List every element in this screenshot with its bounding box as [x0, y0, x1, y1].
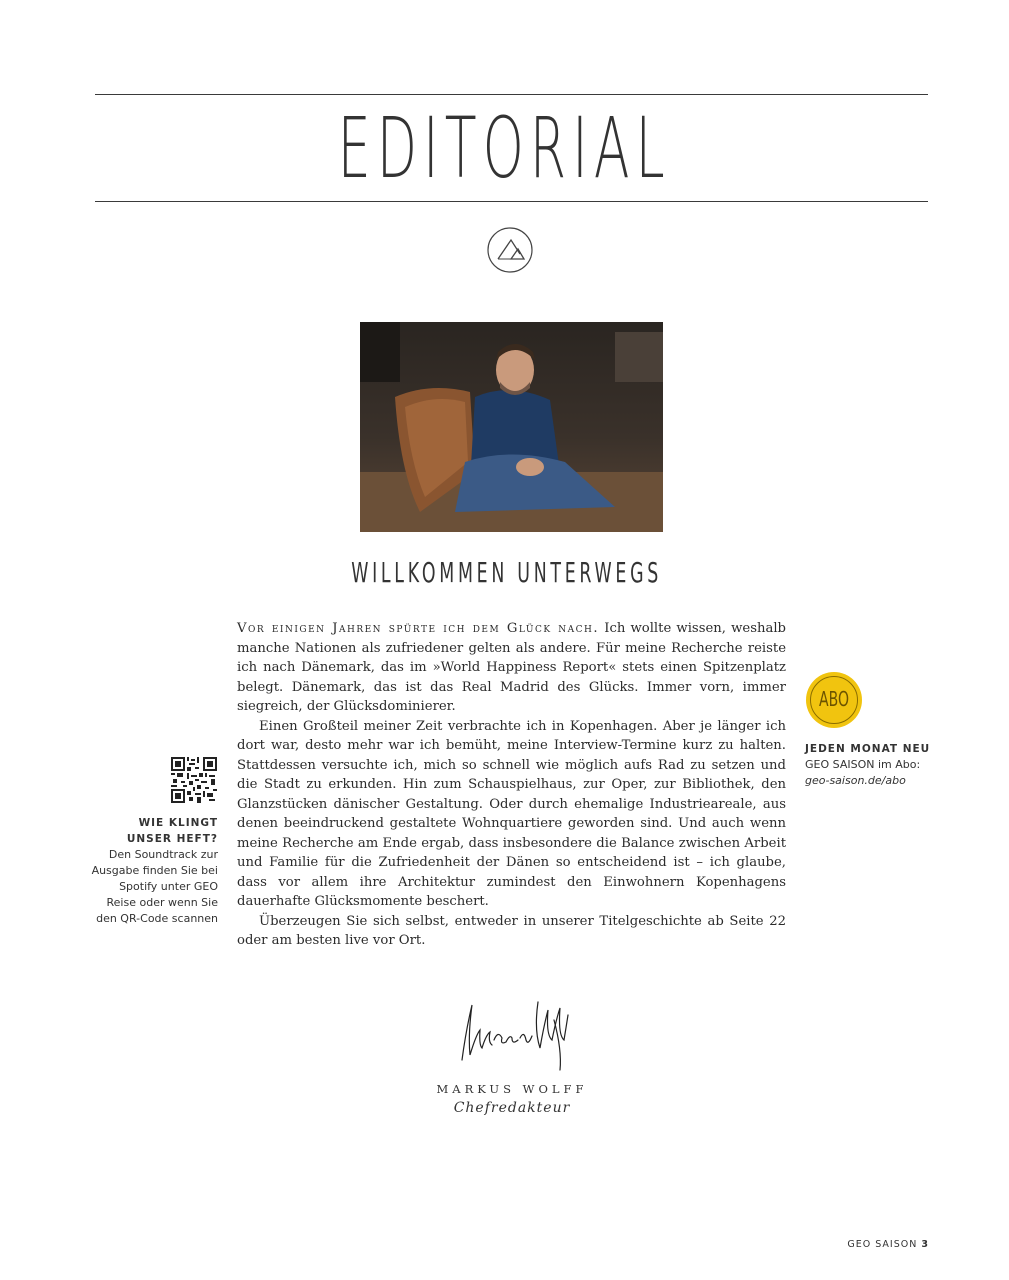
editor-role: Chefredakteur [453, 1100, 571, 1116]
page-title: EDITORIAL [337, 99, 671, 197]
paragraph-1 [237, 619, 786, 717]
soundtrack-heading-2: UNSER HEFT? [126, 833, 218, 845]
subscription-text: GEO SAISON im Abo: [805, 758, 921, 771]
subscription-heading: JEDEN MONAT NEU [805, 743, 931, 755]
editor-portrait-photo [360, 322, 663, 532]
magazine-name: GEO SAISON [847, 1239, 918, 1250]
soundtrack-sidebar [88, 815, 218, 927]
soundtrack-heading-1: WIE KLINGT [138, 817, 218, 829]
article-headline: WILLKOMMEN UNTERWEGS [351, 556, 662, 589]
top-rule [95, 94, 928, 95]
qr-code-icon[interactable] [171, 757, 217, 803]
subscription-sidebar [805, 741, 945, 789]
article-body [237, 619, 786, 951]
abo-badge-label: ABO [819, 687, 849, 711]
soundtrack-text: Den Soundtrack zur Ausgabe finden Sie bei Spotify unter GEO Reise oder wenn Sie den QR-Code scannen [91, 848, 218, 925]
paragraph-3: Überzeugen Sie sich selbst, entweder in unserer Titelgeschichte ab Seite 22 oder am besten live vor Ort. [237, 913, 786, 948]
subscription-link[interactable]: geo-saison.de/abo [805, 774, 906, 787]
lead-in: Vor einigen Jahren spürte ich dem Glück nach. [237, 621, 600, 636]
page-folio [847, 1239, 929, 1250]
title-bottom-rule [95, 201, 928, 202]
paragraph-2: Einen Großteil meiner Zeit verbrachte ich in Kopenhagen. Aber je länger ich dort war, desto mehr war ich bemüht, meine Interview-Termine kurz zu halten. Stattdessen versuchte ich, mich so schnell wie möglich aufs Rad zu setzen und die Stadt zu erkunden. Hin zum Schauspielhaus, zur Oper, zur Bibliothek, den Glanzstücken dänischer Gestaltung. Oder durch ehemalige Industrieareale, aus denen beeindruckend gestaltete Wohnquartiere geworden sind. Und auch wenn meine Recherche am Ende ergab, dass insbesondere die Balance zwischen Arbeit und Familie für die Zufriedenheit der Dänen so entscheidend ist – ich glaube, dass vor allem ihre Architektur zumindest den Einwohnern Kopenhagens dauerhafte Glücksmomente beschert. [237, 718, 786, 909]
editor-name: MARKUS WOLFF [436, 1082, 588, 1096]
signature-image [452, 990, 576, 1075]
magazine-logo-icon [487, 227, 533, 273]
paragraph-1-text: Ich wollte wissen, weshalb manche Nationen als zufriedener gelten als andere. Für meine Recherche reiste ich nach Dänemark, das im »World Happiness Report« stets einen Spitzenplatz belegt. Dänemark, das ist das Real Madrid des Glücks. Immer vorn, immer siegreich, der Glücksdominierer. [237, 621, 786, 714]
abo-badge[interactable] [806, 672, 862, 728]
page-number: 3 [921, 1239, 929, 1250]
